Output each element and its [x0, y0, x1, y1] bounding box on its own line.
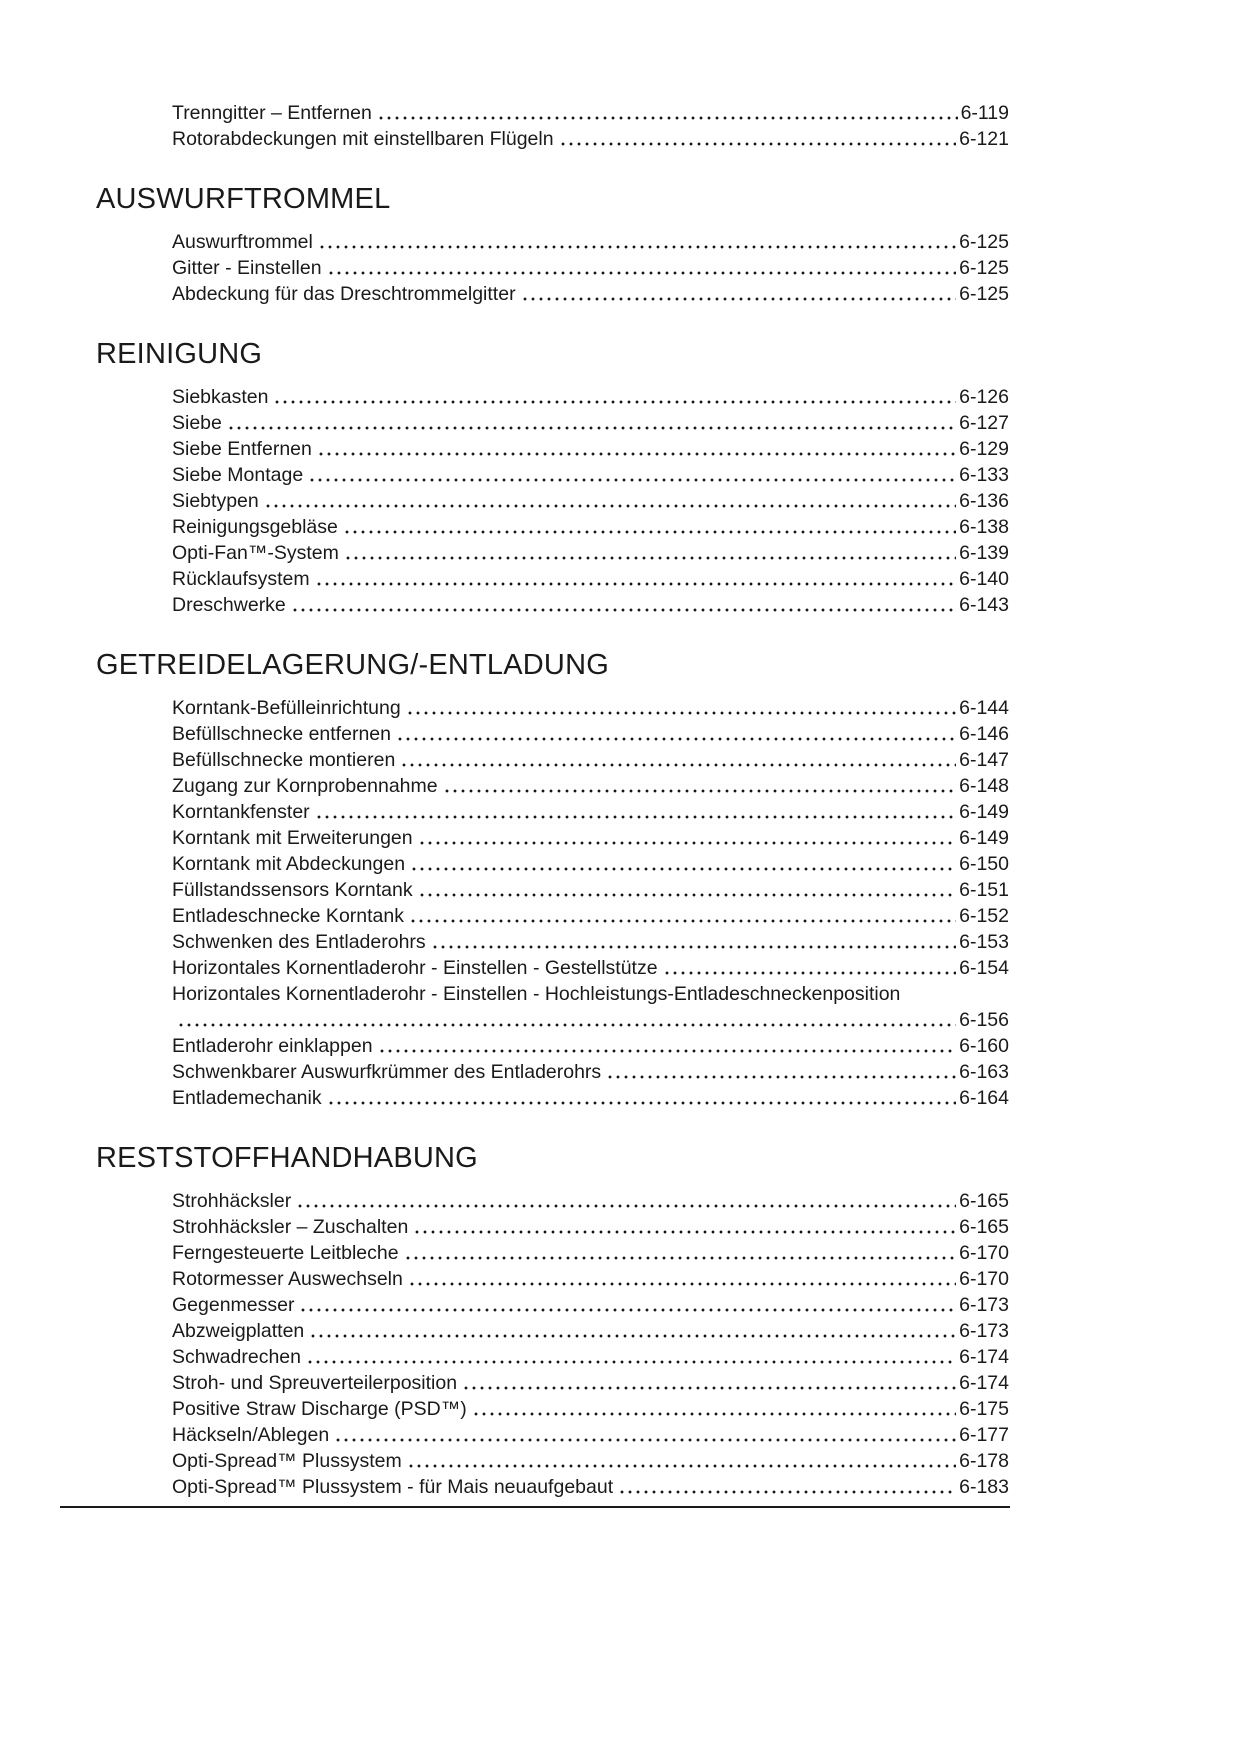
toc-entry	[96, 1318, 1009, 1344]
toc-entry	[96, 255, 1009, 281]
toc-entry-continuation	[96, 1007, 1009, 1033]
toc-entry	[96, 1059, 1009, 1085]
toc-entry-title: Horizontales Kornentladerohr - Einstellen - Gestellstütze	[172, 957, 658, 979]
toc-entry-title: Entlademechanik	[172, 1087, 322, 1109]
toc-entry	[96, 1266, 1009, 1292]
toc-entry-title: Strohhäcksler – Zuschalten	[172, 1216, 409, 1238]
toc-section	[96, 648, 1009, 1111]
leader-dots	[294, 1188, 956, 1214]
toc-entry-page: 6-165	[959, 1216, 1009, 1238]
toc-entry	[96, 592, 1009, 618]
toc-entry	[96, 929, 1009, 955]
toc-entry-title: Abzweigplatten	[172, 1320, 305, 1342]
toc-entry	[96, 721, 1009, 747]
leader-dots	[332, 1422, 956, 1448]
toc-entry-page: 6-126	[959, 386, 1009, 408]
toc-entry-page: 6-174	[959, 1346, 1009, 1368]
toc-entry-title: Häckseln/Ablegen	[172, 1424, 330, 1446]
leader-dots	[316, 229, 956, 255]
leader-dots	[407, 903, 956, 929]
toc-entry-page: 6-143	[959, 594, 1009, 616]
toc-entry	[96, 1292, 1009, 1318]
leader-dots	[341, 514, 956, 540]
toc-entry-title: Korntank mit Erweiterungen	[172, 827, 413, 849]
leader-dots	[460, 1370, 956, 1396]
toc-entry-page: 6-170	[959, 1242, 1009, 1264]
leader-dots	[557, 126, 957, 152]
toc-entry-title: Schwenken des Entladerohrs	[172, 931, 426, 953]
leader-dots	[375, 100, 958, 126]
toc-entry-list	[96, 384, 1009, 618]
toc-entry	[96, 488, 1009, 514]
leader-dots	[411, 1214, 956, 1240]
toc-entry-title: Trenngitter – Entfernen	[172, 102, 372, 124]
toc-entry-page: 6-140	[959, 568, 1009, 590]
toc-entry	[96, 1396, 1009, 1422]
toc-entry	[96, 410, 1009, 436]
toc-entry-page: 6-119	[960, 102, 1009, 124]
toc-entry-page: 6-127	[959, 412, 1009, 434]
toc-entry-page: 6-133	[959, 464, 1009, 486]
toc-entry-title: Siebe Entfernen	[172, 438, 312, 460]
toc-entry-title: Korntank mit Abdeckungen	[172, 853, 406, 875]
leader-dots	[408, 851, 956, 877]
leader-dots	[325, 255, 957, 281]
leader-dots	[416, 877, 957, 903]
section-heading: RESTSTOFFHANDHABUNG	[96, 1142, 478, 1174]
section-heading: REINIGUNG	[96, 338, 263, 370]
toc-entry-page: 6-149	[959, 827, 1009, 849]
footer-rule	[60, 1506, 1010, 1508]
toc-entry	[96, 955, 1009, 981]
toc-entry	[96, 100, 1009, 126]
toc-entry	[96, 229, 1009, 255]
toc-entry-list	[96, 1188, 1009, 1500]
toc-entry	[96, 126, 1009, 152]
toc-entry-title: Rotorabdeckungen mit einstellbaren Flügeln	[172, 128, 554, 150]
leader-dots	[297, 1292, 956, 1318]
leader-dots	[402, 1240, 957, 1266]
leader-dots	[470, 1396, 956, 1422]
toc-entry	[96, 851, 1009, 877]
leader-dots	[313, 799, 956, 825]
toc-entry	[96, 981, 1009, 1007]
toc-entry-title: Korntank-Befülleinrichtung	[172, 697, 401, 719]
toc-entry-title: Gitter - Einstellen	[172, 257, 322, 279]
toc-entry-title: Entladeschnecke Korntank	[172, 905, 404, 927]
toc-entry-title: Opti-Fan™-System	[172, 542, 339, 564]
toc-entry-title: Ferngesteuerte Leitbleche	[172, 1242, 399, 1264]
toc-entry	[96, 384, 1009, 410]
toc-entry	[96, 1422, 1009, 1448]
toc-entry	[96, 462, 1009, 488]
toc-entry	[96, 1214, 1009, 1240]
toc-entry-title: Siebtypen	[172, 490, 259, 512]
leader-dots	[398, 747, 956, 773]
leader-dots	[376, 1033, 957, 1059]
leader-dots	[416, 825, 957, 851]
leader-dots	[661, 955, 957, 981]
toc-entry-title: Strohhäcksler	[172, 1190, 292, 1212]
toc-entry	[96, 695, 1009, 721]
leader-dots	[225, 410, 956, 436]
toc-entry-page: 6-151	[959, 879, 1009, 901]
leader-dots	[406, 1266, 956, 1292]
toc-entry	[96, 1188, 1009, 1214]
leader-dots	[315, 436, 956, 462]
toc-entry-page: 6-121	[959, 128, 1009, 150]
leader-dots	[441, 773, 957, 799]
toc-entry	[96, 1474, 1009, 1500]
toc-entry-page: 6-183	[959, 1476, 1009, 1498]
toc-entry-page: 6-165	[959, 1190, 1009, 1212]
toc-entry-title: Füllstandssensors Korntank	[172, 879, 413, 901]
toc-entry-title: Zugang zur Kornprobennahme	[172, 775, 438, 797]
toc-entry	[96, 540, 1009, 566]
toc-entry-page: 6-136	[959, 490, 1009, 512]
toc-entry	[96, 1033, 1009, 1059]
toc-entry-page: 6-125	[959, 257, 1009, 279]
toc-entry-page: 6-164	[959, 1087, 1009, 1109]
toc-entry-title: Positive Straw Discharge (PSD™)	[172, 1398, 467, 1420]
toc-entry-title: Stroh- und Spreuverteilerposition	[172, 1372, 458, 1394]
toc-entry-title: Befüllschnecke montieren	[172, 749, 396, 771]
toc-entry-title: Auswurftrommel	[172, 231, 313, 253]
toc-entry-page: 6-150	[959, 853, 1009, 875]
toc-entry-page: 6-177	[959, 1424, 1009, 1446]
leader-dots	[304, 1344, 956, 1370]
toc-entry-page: 6-156	[959, 1009, 1009, 1031]
toc-entry-page: 6-173	[959, 1294, 1009, 1316]
toc-entry-page: 6-173	[959, 1320, 1009, 1342]
toc-entry	[96, 1370, 1009, 1396]
toc-entry-page: 6-129	[959, 438, 1009, 460]
leader-dots	[262, 488, 956, 514]
toc-entry-list	[96, 695, 1009, 1111]
toc-entry	[96, 1085, 1009, 1111]
toc-entry	[96, 514, 1009, 540]
leader-dots	[394, 721, 956, 747]
toc-entry-page: 6-125	[959, 283, 1009, 305]
toc-entry-page: 6-153	[959, 931, 1009, 953]
leader-dots	[313, 566, 957, 592]
toc-sections	[96, 182, 1009, 1500]
leader-dots	[519, 281, 957, 307]
toc-entry-page: 6-154	[959, 957, 1009, 979]
leader-dots	[307, 1318, 956, 1344]
toc-entry-page: 6-149	[959, 801, 1009, 823]
toc-entry-page: 6-146	[959, 723, 1009, 745]
toc-entry-page: 6-160	[959, 1035, 1009, 1057]
toc-entry-title: Rücklaufsystem	[172, 568, 310, 590]
leader-dots	[405, 1448, 956, 1474]
toc-entry-page: 6-178	[959, 1450, 1009, 1472]
toc-entry-title: Siebe Montage	[172, 464, 304, 486]
section-heading: AUSWURFTROMMEL	[96, 183, 391, 215]
toc-entry-page: 6-148	[959, 775, 1009, 797]
toc-entry-title: Entladerohr einklappen	[172, 1035, 373, 1057]
section-heading: GETREIDELAGERUNG/-ENTLADUNG	[96, 649, 609, 681]
toc-entry-page: 6-152	[959, 905, 1009, 927]
toc-entry-title: Gegenmesser	[172, 1294, 295, 1316]
toc-entry-title: Schwadrechen	[172, 1346, 301, 1368]
leader-dots	[429, 929, 956, 955]
toc-entry	[96, 773, 1009, 799]
leader-dots	[325, 1085, 957, 1111]
toc-entry-title: Korntankfenster	[172, 801, 310, 823]
toc-entry	[96, 436, 1009, 462]
toc-entry	[96, 877, 1009, 903]
toc-entry-page: 6-147	[959, 749, 1009, 771]
leader-dots	[271, 384, 956, 410]
toc-entry-title: Opti-Spread™ Plussystem	[172, 1450, 402, 1472]
toc-entry-title: Reinigungsgebläse	[172, 516, 338, 538]
toc-entry	[96, 747, 1009, 773]
toc-entry-page: 6-163	[959, 1061, 1009, 1083]
toc-content	[96, 100, 1009, 1500]
toc-entry	[96, 281, 1009, 307]
leader-dots	[306, 462, 956, 488]
toc-entry-title: Horizontales Kornentladerohr - Einstellen - Hochleistungs-Entladeschneckenposition	[172, 983, 901, 1005]
toc-entry-page: 6-138	[959, 516, 1009, 538]
toc-entry-page: 6-125	[959, 231, 1009, 253]
toc-entry	[96, 903, 1009, 929]
toc-entry	[96, 1448, 1009, 1474]
leader-dots	[289, 592, 956, 618]
toc-entry	[96, 1240, 1009, 1266]
toc-entry-list	[96, 229, 1009, 307]
toc-section	[96, 1141, 1009, 1500]
leader-dots	[604, 1059, 956, 1085]
toc-entry-page: 6-174	[959, 1372, 1009, 1394]
toc-entry	[96, 1344, 1009, 1370]
toc-entry-page: 6-175	[959, 1398, 1009, 1420]
toc-entry-title: Abdeckung für das Dreschtrommelgitter	[172, 283, 516, 305]
toc-entry-title: Dreschwerke	[172, 594, 286, 616]
toc-entry-page: 6-170	[959, 1268, 1009, 1290]
toc-entry-title: Siebkasten	[172, 386, 269, 408]
toc-entry-page: 6-139	[959, 542, 1009, 564]
toc-entry-title: Rotormesser Auswechseln	[172, 1268, 403, 1290]
toc-entry	[96, 825, 1009, 851]
toc-leading-entries	[96, 100, 1009, 152]
toc-section	[96, 182, 1009, 307]
toc-entry-page: 6-144	[959, 697, 1009, 719]
toc-entry-title: Schwenkbarer Auswurfkrümmer des Entladerohrs	[172, 1061, 602, 1083]
toc-entry-title: Siebe	[172, 412, 222, 434]
leader-dots	[404, 695, 956, 721]
leader-dots	[175, 1007, 956, 1033]
toc-entry-title: Opti-Spread™ Plussystem - für Mais neuaufgebaut	[172, 1476, 614, 1498]
toc-entry-title: Befüllschnecke entfernen	[172, 723, 391, 745]
toc-section	[96, 337, 1009, 618]
leader-dots	[342, 540, 956, 566]
toc-entry	[96, 799, 1009, 825]
toc-entry	[96, 566, 1009, 592]
leader-dots	[616, 1474, 956, 1500]
